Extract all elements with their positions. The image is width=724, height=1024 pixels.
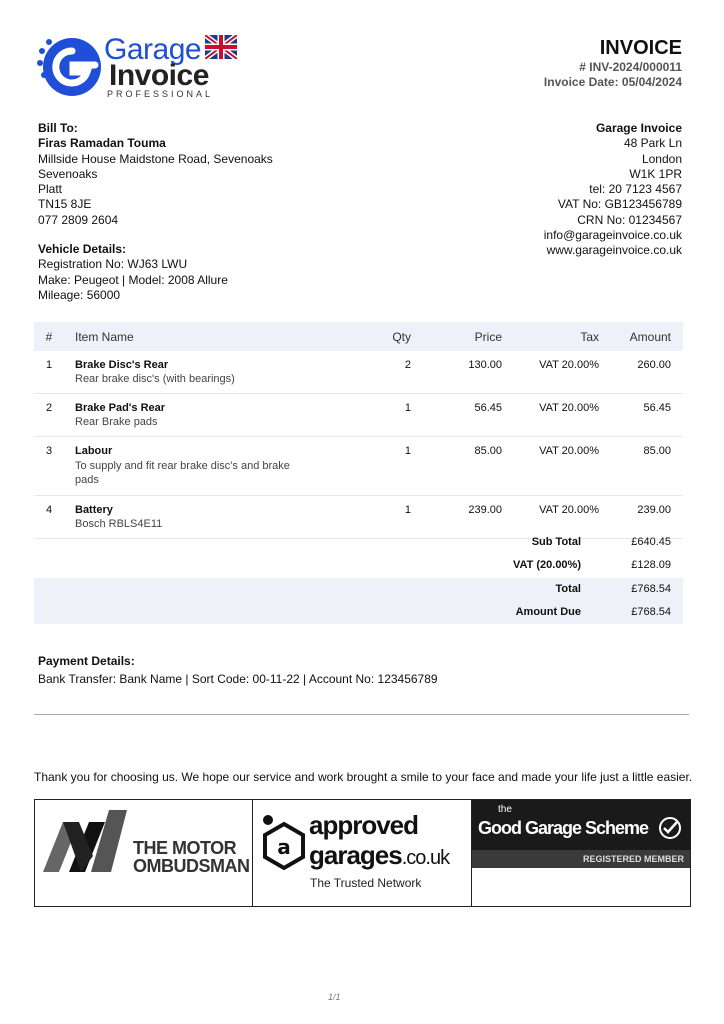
thank-you-message: Thank you for choosing us. We hope our service and work brought a smile to your face and made your life just a little easier. [34, 770, 693, 784]
row-tax: VAT 20.00% [508, 437, 605, 496]
subtotal-label: Sub Total [531, 536, 581, 548]
motor-ombudsman-logo [35, 800, 253, 906]
row-tax: VAT 20.00% [508, 496, 605, 539]
row-item-desc: Bosch RBLS4E11 [75, 518, 163, 530]
table-header-row [34, 322, 683, 351]
total-label: Total [555, 583, 581, 595]
vehicle-registration: Registration No: WJ63 LWU [38, 257, 188, 272]
row-price: 130.00 [417, 351, 508, 394]
row-qty: 1 [336, 394, 417, 437]
vehicle-label: Vehicle Details: [38, 242, 127, 256]
company-line: CRN No: 01234567 [577, 212, 682, 227]
customer-name: Firas Ramadan Touma [38, 136, 166, 151]
row-qty: 1 [336, 437, 417, 496]
company-line: London [641, 151, 682, 166]
brand-name-top: Garage [104, 33, 202, 66]
row-tax: VAT 20.00% [508, 351, 605, 394]
row-num: 2 [34, 394, 64, 437]
row-amount: 260.00 [605, 351, 683, 394]
approved-line1: approved [309, 810, 419, 840]
row-item [64, 351, 336, 394]
row-item-name: Battery [75, 504, 113, 516]
vat-row [34, 555, 683, 578]
amount-due-label: Amount Due [515, 606, 581, 618]
approved-tagline: The Trusted Network [310, 876, 422, 890]
invoice-title: INVOICE [599, 37, 682, 59]
company-name: Garage Invoice [595, 121, 682, 135]
row-amount: 85.00 [605, 437, 683, 496]
row-item [64, 394, 336, 437]
motor-ombudsman-icon [41, 806, 131, 876]
vehicle-mileage: Mileage: 56000 [38, 287, 121, 302]
row-tax: VAT 20.00% [508, 394, 605, 437]
header-price: Price [417, 322, 508, 351]
approved-line2-rest: .co.uk [401, 847, 450, 869]
bill-to-line: 077 2809 2604 [38, 212, 119, 227]
items-table [34, 322, 683, 539]
row-qty: 2 [336, 351, 417, 394]
total-value: £768.54 [631, 583, 671, 595]
table-row [34, 437, 683, 496]
row-item-name: Brake Disc's Rear [75, 359, 169, 371]
uk-flag-icon [205, 35, 237, 59]
bill-to-line: Platt [38, 182, 63, 197]
brand-tagline: PROFESSIONAL [107, 89, 214, 99]
row-price: 85.00 [417, 437, 508, 496]
table-row [34, 351, 683, 394]
row-num: 3 [34, 437, 64, 496]
company-line: 48 Park Ln [623, 136, 682, 151]
row-num: 4 [34, 496, 64, 539]
row-amount: 239.00 [605, 496, 683, 539]
company-email: info@garageinvoice.co.uk [543, 228, 682, 243]
bill-to-block [38, 121, 273, 228]
amount-due-value: £768.54 [631, 606, 671, 618]
good-garage-member: REGISTERED MEMBER [582, 854, 684, 864]
header-amount: Amount [605, 322, 683, 351]
good-garage-the: the [498, 804, 512, 815]
payment-details: Bank Transfer: Bank Name | Sort Code: 00-11-22 | Account No: 123456789 [38, 672, 438, 686]
row-item-desc: Rear Brake pads [75, 416, 158, 428]
garage-logo-icon [36, 33, 102, 99]
company-block [544, 121, 682, 259]
svg-text:a: a [277, 835, 291, 859]
brand-name-bottom: Invoice [109, 59, 209, 92]
approved-line2 [309, 840, 449, 871]
motor-ombudsman-line1: THE MOTOR [133, 838, 237, 858]
bill-to-line: Millside House Maidstone Road, Sevenoaks [38, 151, 273, 166]
row-item-name: Brake Pad's Rear [75, 402, 166, 414]
accreditation-logos [34, 799, 691, 907]
row-price: 239.00 [417, 496, 508, 539]
company-line: W1K 1PR [629, 166, 682, 181]
row-item-desc: To supply and fit rear brake disc's and brake pads [75, 460, 290, 486]
bill-to-line: Sevenoaks [38, 166, 98, 181]
row-item-desc: Rear brake disc's (with bearings) [75, 373, 235, 385]
approved-garages-logo [253, 800, 472, 906]
row-item [64, 437, 336, 496]
invoice-date: Invoice Date: 05/04/2024 [543, 75, 682, 89]
row-price: 56.45 [417, 394, 508, 437]
payment-label: Payment Details: [38, 654, 135, 668]
header-item-name: Item Name [64, 322, 336, 351]
bill-to-line: TN15 8JE [38, 197, 92, 212]
amount-due-row [34, 601, 683, 624]
vat-value: £128.09 [631, 559, 671, 571]
good-garage-name: Good Garage Scheme [478, 818, 649, 838]
total-row [34, 578, 683, 601]
good-garage-scheme-logo [472, 800, 690, 906]
company-website: www.garageinvoice.co.uk [546, 243, 682, 258]
page-number: 1/1 [328, 992, 341, 1002]
subtotal-value: £640.45 [631, 536, 671, 548]
row-amount: 56.45 [605, 394, 683, 437]
check-circle-icon [658, 816, 682, 840]
row-num: 1 [34, 351, 64, 394]
approved-line2-bold: garages [309, 840, 402, 870]
invoice-number: # INV-2024/000011 [579, 60, 682, 74]
company-line: VAT No: GB123456789 [557, 197, 682, 212]
motor-ombudsman-line2: OMBUDSMAN [133, 856, 250, 876]
row-qty: 1 [336, 496, 417, 539]
vehicle-block [38, 242, 228, 303]
brand-logo [36, 33, 246, 103]
vehicle-make-model: Make: Peugeot | Model: 2008 Allure [38, 272, 228, 287]
header-tax: Tax [508, 322, 605, 351]
vat-label: VAT (20.00%) [512, 559, 581, 571]
header-num: # [34, 322, 64, 351]
row-item-name: Labour [75, 445, 113, 457]
approved-garages-icon [261, 814, 307, 870]
bill-to-label: Bill To: [38, 121, 78, 135]
subtotal-row [34, 532, 683, 555]
company-line: tel: 20 7123 4567 [589, 182, 682, 197]
divider [34, 714, 689, 715]
header-qty: Qty [336, 322, 417, 351]
table-row [34, 394, 683, 437]
